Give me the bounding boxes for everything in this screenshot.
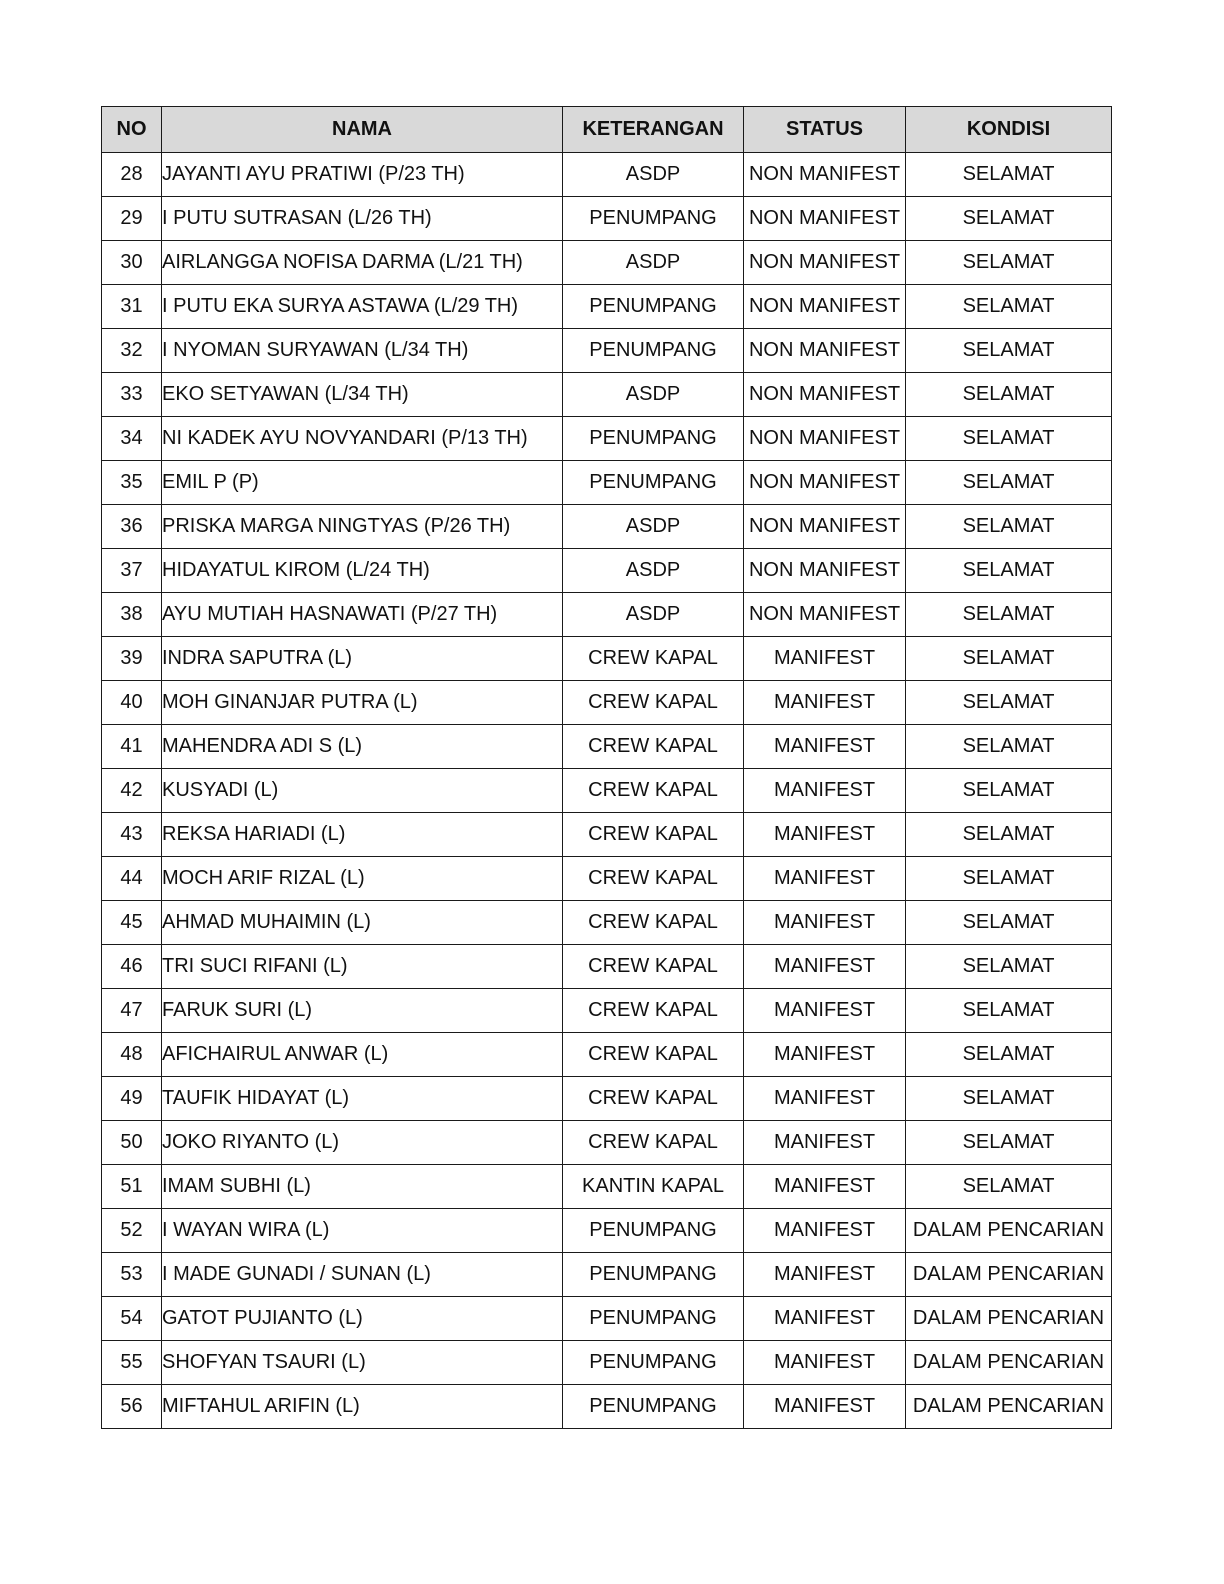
cell-keterangan: PENUMPANG xyxy=(563,1341,744,1385)
cell-kondisi: DALAM PENCARIAN xyxy=(906,1297,1112,1341)
cell-status: NON MANIFEST xyxy=(744,329,906,373)
cell-kondisi: DALAM PENCARIAN xyxy=(906,1385,1112,1429)
cell-status: NON MANIFEST xyxy=(744,153,906,197)
cell-status: NON MANIFEST xyxy=(744,549,906,593)
table-row xyxy=(102,241,1112,285)
cell-status: MANIFEST xyxy=(744,945,906,989)
cell-no: 51 xyxy=(102,1165,162,1209)
cell-keterangan: CREW KAPAL xyxy=(563,681,744,725)
cell-keterangan: PENUMPANG xyxy=(563,1297,744,1341)
cell-no: 38 xyxy=(102,593,162,637)
cell-kondisi: SELAMAT xyxy=(906,725,1112,769)
table-row xyxy=(102,1253,1112,1297)
cell-nama: AFICHAIRUL ANWAR (L) xyxy=(162,1033,563,1077)
cell-kondisi: SELAMAT xyxy=(906,681,1112,725)
cell-keterangan: CREW KAPAL xyxy=(563,945,744,989)
cell-keterangan: CREW KAPAL xyxy=(563,813,744,857)
cell-nama: TRI SUCI RIFANI (L) xyxy=(162,945,563,989)
cell-keterangan: CREW KAPAL xyxy=(563,1121,744,1165)
cell-keterangan: PENUMPANG xyxy=(563,285,744,329)
cell-kondisi: SELAMAT xyxy=(906,769,1112,813)
table-row xyxy=(102,1033,1112,1077)
cell-no: 54 xyxy=(102,1297,162,1341)
cell-no: 31 xyxy=(102,285,162,329)
cell-kondisi: SELAMAT xyxy=(906,637,1112,681)
cell-nama: EMIL P (P) xyxy=(162,461,563,505)
table-row xyxy=(102,813,1112,857)
cell-status: MANIFEST xyxy=(744,725,906,769)
cell-kondisi: SELAMAT xyxy=(906,549,1112,593)
cell-status: MANIFEST xyxy=(744,1209,906,1253)
cell-no: 33 xyxy=(102,373,162,417)
cell-nama: INDRA SAPUTRA (L) xyxy=(162,637,563,681)
table-row xyxy=(102,329,1112,373)
cell-kondisi: SELAMAT xyxy=(906,945,1112,989)
cell-status: NON MANIFEST xyxy=(744,593,906,637)
table-row xyxy=(102,769,1112,813)
table-row xyxy=(102,1341,1112,1385)
cell-no: 32 xyxy=(102,329,162,373)
cell-status: NON MANIFEST xyxy=(744,241,906,285)
cell-status: MANIFEST xyxy=(744,989,906,1033)
table-row xyxy=(102,901,1112,945)
cell-no: 34 xyxy=(102,417,162,461)
cell-no: 28 xyxy=(102,153,162,197)
cell-kondisi: DALAM PENCARIAN xyxy=(906,1253,1112,1297)
cell-kondisi: SELAMAT xyxy=(906,417,1112,461)
cell-status: MANIFEST xyxy=(744,769,906,813)
table-row xyxy=(102,197,1112,241)
cell-status: NON MANIFEST xyxy=(744,417,906,461)
cell-keterangan: ASDP xyxy=(563,593,744,637)
cell-nama: GATOT PUJIANTO (L) xyxy=(162,1297,563,1341)
table-row xyxy=(102,285,1112,329)
cell-keterangan: CREW KAPAL xyxy=(563,725,744,769)
table-row xyxy=(102,637,1112,681)
cell-nama: AYU MUTIAH HASNAWATI (P/27 TH) xyxy=(162,593,563,637)
table-row xyxy=(102,549,1112,593)
cell-nama: EKO SETYAWAN (L/34 TH) xyxy=(162,373,563,417)
cell-status: MANIFEST xyxy=(744,637,906,681)
cell-status: NON MANIFEST xyxy=(744,461,906,505)
table-row xyxy=(102,945,1112,989)
cell-kondisi: SELAMAT xyxy=(906,241,1112,285)
passenger-table xyxy=(101,106,1112,1429)
cell-no: 53 xyxy=(102,1253,162,1297)
cell-keterangan: PENUMPANG xyxy=(563,197,744,241)
table-row xyxy=(102,153,1112,197)
cell-no: 39 xyxy=(102,637,162,681)
cell-no: 40 xyxy=(102,681,162,725)
cell-keterangan: CREW KAPAL xyxy=(563,1033,744,1077)
cell-no: 49 xyxy=(102,1077,162,1121)
cell-status: NON MANIFEST xyxy=(744,373,906,417)
cell-kondisi: SELAMAT xyxy=(906,285,1112,329)
cell-keterangan: CREW KAPAL xyxy=(563,637,744,681)
cell-kondisi: SELAMAT xyxy=(906,901,1112,945)
cell-nama: MIFTAHUL ARIFIN (L) xyxy=(162,1385,563,1429)
cell-no: 55 xyxy=(102,1341,162,1385)
header-nama: NAMA xyxy=(162,107,563,153)
cell-no: 30 xyxy=(102,241,162,285)
cell-kondisi: SELAMAT xyxy=(906,593,1112,637)
table-row xyxy=(102,1209,1112,1253)
table-header xyxy=(102,107,1112,153)
cell-no: 52 xyxy=(102,1209,162,1253)
cell-kondisi: SELAMAT xyxy=(906,329,1112,373)
cell-no: 37 xyxy=(102,549,162,593)
cell-no: 48 xyxy=(102,1033,162,1077)
cell-kondisi: DALAM PENCARIAN xyxy=(906,1341,1112,1385)
cell-keterangan: CREW KAPAL xyxy=(563,901,744,945)
cell-kondisi: SELAMAT xyxy=(906,197,1112,241)
cell-nama: I MADE GUNADI / SUNAN (L) xyxy=(162,1253,563,1297)
cell-no: 46 xyxy=(102,945,162,989)
cell-kondisi: SELAMAT xyxy=(906,505,1112,549)
table-row xyxy=(102,1165,1112,1209)
cell-status: MANIFEST xyxy=(744,1033,906,1077)
cell-no: 41 xyxy=(102,725,162,769)
cell-status: MANIFEST xyxy=(744,1341,906,1385)
cell-keterangan: PENUMPANG xyxy=(563,1385,744,1429)
cell-kondisi: SELAMAT xyxy=(906,373,1112,417)
header-row xyxy=(102,107,1112,153)
cell-no: 44 xyxy=(102,857,162,901)
cell-nama: HIDAYATUL KIROM (L/24 TH) xyxy=(162,549,563,593)
cell-no: 43 xyxy=(102,813,162,857)
cell-nama: KUSYADI (L) xyxy=(162,769,563,813)
cell-keterangan: CREW KAPAL xyxy=(563,1077,744,1121)
cell-nama: I PUTU SUTRASAN (L/26 TH) xyxy=(162,197,563,241)
cell-nama: FARUK SURI (L) xyxy=(162,989,563,1033)
cell-status: MANIFEST xyxy=(744,901,906,945)
cell-keterangan: ASDP xyxy=(563,373,744,417)
cell-status: MANIFEST xyxy=(744,1385,906,1429)
cell-status: MANIFEST xyxy=(744,1077,906,1121)
cell-nama: MOH GINANJAR PUTRA (L) xyxy=(162,681,563,725)
cell-nama: PRISKA MARGA NINGTYAS (P/26 TH) xyxy=(162,505,563,549)
header-keterangan: KETERANGAN xyxy=(563,107,744,153)
cell-keterangan: CREW KAPAL xyxy=(563,769,744,813)
cell-nama: IMAM SUBHI (L) xyxy=(162,1165,563,1209)
cell-keterangan: PENUMPANG xyxy=(563,1209,744,1253)
cell-status: MANIFEST xyxy=(744,1253,906,1297)
table-row xyxy=(102,725,1112,769)
cell-kondisi: SELAMAT xyxy=(906,1121,1112,1165)
cell-no: 45 xyxy=(102,901,162,945)
cell-no: 50 xyxy=(102,1121,162,1165)
cell-kondisi: DALAM PENCARIAN xyxy=(906,1209,1112,1253)
cell-status: MANIFEST xyxy=(744,1297,906,1341)
cell-kondisi: SELAMAT xyxy=(906,1165,1112,1209)
table-body xyxy=(102,153,1112,1429)
cell-status: NON MANIFEST xyxy=(744,285,906,329)
cell-status: MANIFEST xyxy=(744,1121,906,1165)
cell-nama: REKSA HARIADI (L) xyxy=(162,813,563,857)
cell-nama: AHMAD MUHAIMIN (L) xyxy=(162,901,563,945)
cell-nama: SHOFYAN TSAURI (L) xyxy=(162,1341,563,1385)
cell-keterangan: CREW KAPAL xyxy=(563,989,744,1033)
cell-kondisi: SELAMAT xyxy=(906,153,1112,197)
table-row xyxy=(102,681,1112,725)
cell-kondisi: SELAMAT xyxy=(906,857,1112,901)
table-row xyxy=(102,461,1112,505)
cell-kondisi: SELAMAT xyxy=(906,989,1112,1033)
table-row xyxy=(102,417,1112,461)
cell-nama: AIRLANGGA NOFISA DARMA (L/21 TH) xyxy=(162,241,563,285)
cell-no: 42 xyxy=(102,769,162,813)
cell-keterangan: ASDP xyxy=(563,505,744,549)
header-status: STATUS xyxy=(744,107,906,153)
cell-status: MANIFEST xyxy=(744,813,906,857)
cell-status: MANIFEST xyxy=(744,1165,906,1209)
cell-nama: JAYANTI AYU PRATIWI (P/23 TH) xyxy=(162,153,563,197)
cell-keterangan: ASDP xyxy=(563,241,744,285)
table-row xyxy=(102,1385,1112,1429)
cell-no: 47 xyxy=(102,989,162,1033)
cell-keterangan: ASDP xyxy=(563,153,744,197)
table-row xyxy=(102,1121,1112,1165)
cell-nama: MOCH ARIF RIZAL (L) xyxy=(162,857,563,901)
table-row xyxy=(102,857,1112,901)
cell-nama: I WAYAN WIRA (L) xyxy=(162,1209,563,1253)
cell-no: 56 xyxy=(102,1385,162,1429)
cell-nama: I PUTU EKA SURYA ASTAWA (L/29 TH) xyxy=(162,285,563,329)
cell-no: 36 xyxy=(102,505,162,549)
cell-keterangan: PENUMPANG xyxy=(563,417,744,461)
cell-no: 29 xyxy=(102,197,162,241)
cell-nama: NI KADEK AYU NOVYANDARI (P/13 TH) xyxy=(162,417,563,461)
cell-nama: MAHENDRA ADI S (L) xyxy=(162,725,563,769)
cell-keterangan: CREW KAPAL xyxy=(563,857,744,901)
cell-kondisi: SELAMAT xyxy=(906,1033,1112,1077)
table-row xyxy=(102,373,1112,417)
cell-kondisi: SELAMAT xyxy=(906,461,1112,505)
cell-status: MANIFEST xyxy=(744,857,906,901)
header-kondisi: KONDISI xyxy=(906,107,1112,153)
table-row xyxy=(102,593,1112,637)
cell-keterangan: PENUMPANG xyxy=(563,329,744,373)
cell-status: NON MANIFEST xyxy=(744,197,906,241)
table-row xyxy=(102,1077,1112,1121)
cell-keterangan: PENUMPANG xyxy=(563,1253,744,1297)
cell-kondisi: SELAMAT xyxy=(906,813,1112,857)
table-row xyxy=(102,989,1112,1033)
table-row xyxy=(102,1297,1112,1341)
cell-nama: TAUFIK HIDAYAT (L) xyxy=(162,1077,563,1121)
table-row xyxy=(102,505,1112,549)
cell-nama: I NYOMAN SURYAWAN (L/34 TH) xyxy=(162,329,563,373)
document-page xyxy=(101,106,1111,1429)
cell-status: NON MANIFEST xyxy=(744,505,906,549)
cell-no: 35 xyxy=(102,461,162,505)
cell-status: MANIFEST xyxy=(744,681,906,725)
cell-keterangan: ASDP xyxy=(563,549,744,593)
cell-nama: JOKO RIYANTO (L) xyxy=(162,1121,563,1165)
header-no: NO xyxy=(102,107,162,153)
cell-keterangan: PENUMPANG xyxy=(563,461,744,505)
cell-keterangan: KANTIN KAPAL xyxy=(563,1165,744,1209)
cell-kondisi: SELAMAT xyxy=(906,1077,1112,1121)
